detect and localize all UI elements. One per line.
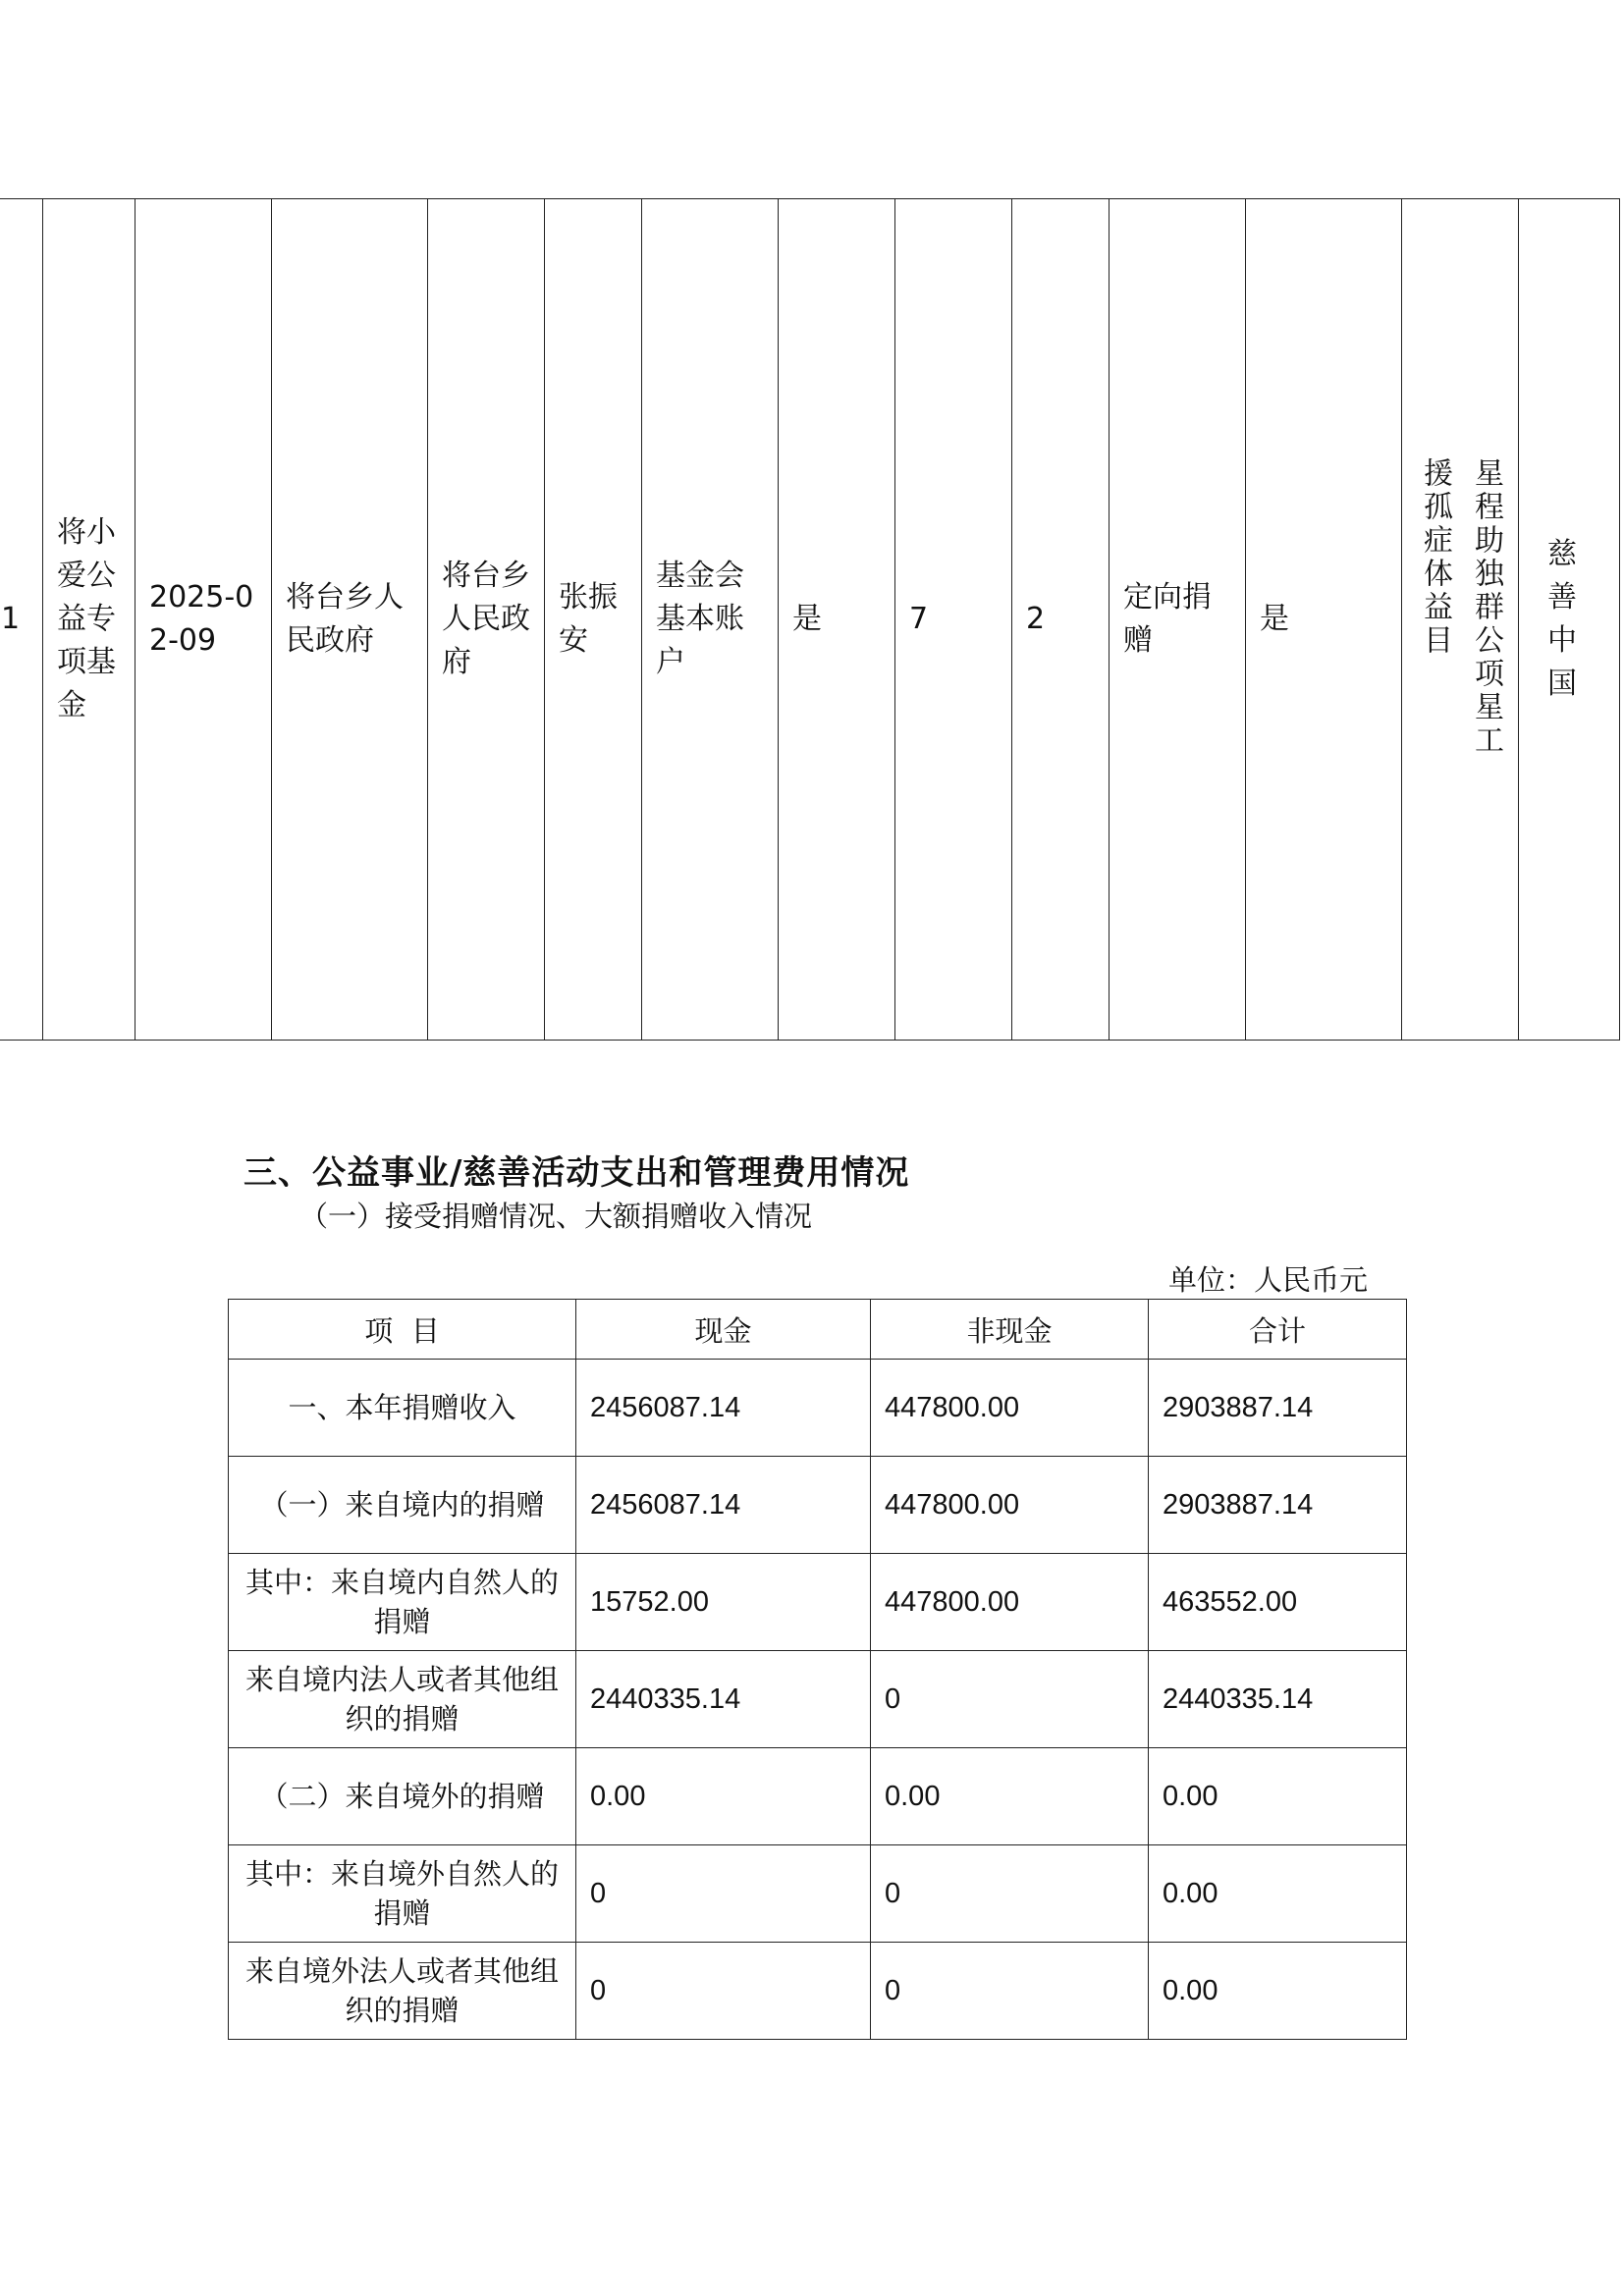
table-row <box>229 1651 1407 1748</box>
donation-date: 2025-02-09 <box>135 199 272 1041</box>
table-row <box>229 1748 1407 1845</box>
cash-value: 2456087.14 <box>576 1457 871 1554</box>
total-value: 2440335.14 <box>1149 1651 1407 1748</box>
contact-person: 张振安 <box>545 199 642 1041</box>
donation-record-row <box>0 199 1620 1041</box>
subsection-title: （一）接受捐赠情况、大额捐赠收入情况 <box>299 1200 813 1233</box>
header-non-cash: 非现金 <box>871 1300 1149 1360</box>
table-header-row <box>229 1300 1407 1360</box>
table-row <box>229 1457 1407 1554</box>
non-cash-value: 0 <box>871 1845 1149 1943</box>
cash-value: 15752.00 <box>576 1554 871 1651</box>
row-label: 来自境外法人或者其他组织的捐赠 <box>229 1943 576 2040</box>
header-item: 项 目 <box>229 1300 576 1360</box>
total-value: 2903887.14 <box>1149 1457 1407 1554</box>
donation-type: 定向捐赠 <box>1110 199 1246 1041</box>
row-label: 其中：来自境外自然人的捐赠 <box>229 1845 576 1943</box>
project-name-text: 星程助独群公项星工援孤症体益目 <box>1418 457 1503 758</box>
total-value: 0.00 <box>1149 1748 1407 1845</box>
cash-value: 2440335.14 <box>576 1651 871 1748</box>
cash-value: 0.00 <box>576 1748 871 1845</box>
recipient-name: 将台乡人民政府 <box>428 199 545 1041</box>
total-value: 0.00 <box>1149 1943 1407 2040</box>
donation-record-table <box>0 198 1620 1041</box>
row-label: 一、本年捐赠收入 <box>229 1360 576 1457</box>
fund-name: 将小爱公益专项基金 <box>43 199 135 1041</box>
non-cash-value: 0.00 <box>871 1748 1149 1845</box>
unit-label: 单位：人民币元 <box>1168 1263 1369 1297</box>
count-1: 7 <box>895 199 1012 1041</box>
non-cash-value: 0 <box>871 1943 1149 2040</box>
flag-1: 是 <box>779 199 895 1041</box>
row-label: 其中：来自境内自然人的捐赠 <box>229 1554 576 1651</box>
row-label: （一）来自境内的捐赠 <box>229 1457 576 1554</box>
donor-name: 将台乡人民政府 <box>272 199 428 1041</box>
non-cash-value: 447800.00 <box>871 1554 1149 1651</box>
platform-name: 慈善中国 <box>1519 199 1620 1041</box>
non-cash-value: 0 <box>871 1651 1149 1748</box>
non-cash-value: 447800.00 <box>871 1360 1149 1457</box>
table-row <box>229 1360 1407 1457</box>
donation-income-table <box>228 1299 1407 2040</box>
row-label: 来自境内法人或者其他组织的捐赠 <box>229 1651 576 1748</box>
section-title: 三、公益事业/慈善活动支出和管理费用情况 <box>244 1153 910 1193</box>
row-label: （二）来自境外的捐赠 <box>229 1748 576 1845</box>
table-row <box>229 1943 1407 2040</box>
non-cash-value: 447800.00 <box>871 1457 1149 1554</box>
total-value: 0.00 <box>1149 1845 1407 1943</box>
total-value: 463552.00 <box>1149 1554 1407 1651</box>
cash-value: 2456087.14 <box>576 1360 871 1457</box>
table-row <box>229 1554 1407 1651</box>
header-total: 合计 <box>1149 1300 1407 1360</box>
account-type: 基金会基本账户 <box>642 199 779 1041</box>
cash-value: 0 <box>576 1845 871 1943</box>
flag-2: 是 <box>1246 199 1402 1041</box>
cash-value: 0 <box>576 1943 871 2040</box>
table-row <box>229 1845 1407 1943</box>
record-index: 1 <box>0 199 43 1041</box>
project-name <box>1402 199 1519 1041</box>
count-2: 2 <box>1012 199 1110 1041</box>
total-value: 2903887.14 <box>1149 1360 1407 1457</box>
header-cash: 现金 <box>576 1300 871 1360</box>
